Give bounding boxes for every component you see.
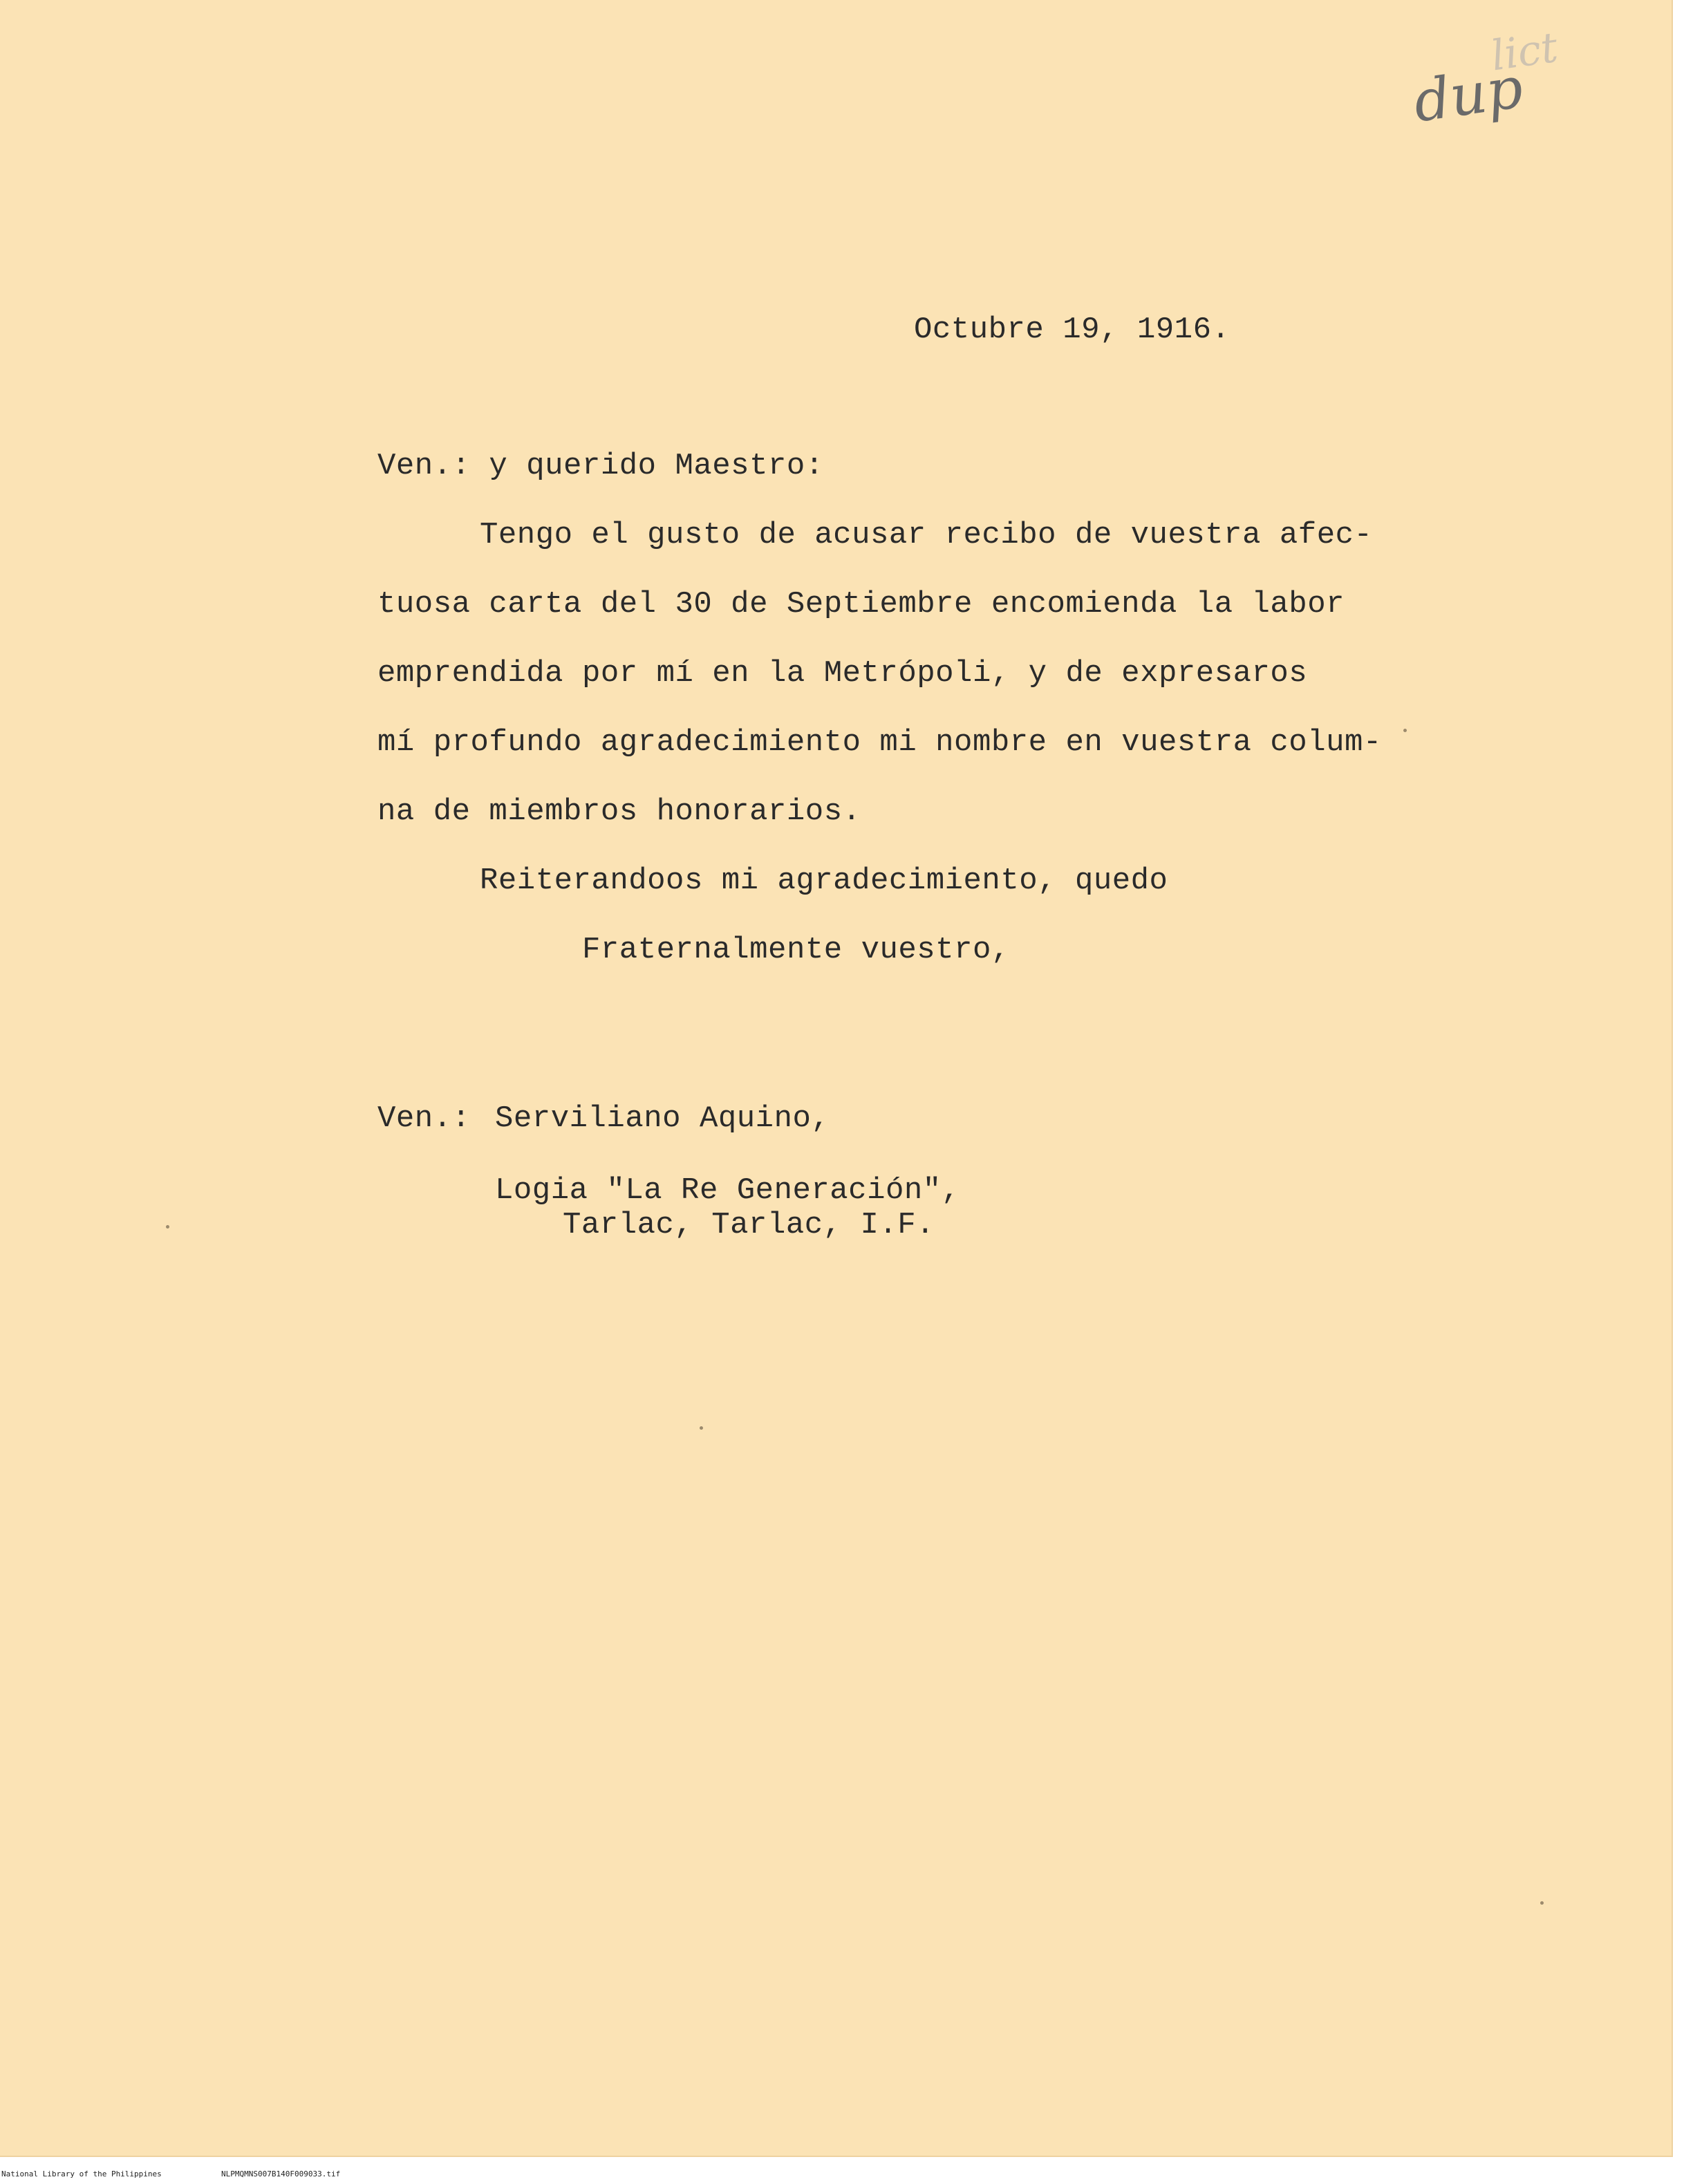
footer-institution: National Library of the Philippines (1, 2169, 162, 2178)
signoff: Fraternalmente vuestro, (582, 933, 1010, 967)
body-line: mí profundo agradecimiento mi nombre en vuestra colum- (377, 725, 1382, 760)
recipient-name: Serviliano Aquino, (495, 1101, 830, 1136)
recipient-location: Tarlac, Tarlac, I.F. (563, 1208, 935, 1242)
recipient-title: Ven.: (377, 1101, 471, 1136)
body-line: emprendida por mí en la Metrópoli, y de expresaros (377, 656, 1308, 691)
body-line: na de miembros honorarios. (377, 794, 861, 829)
closing-line: Reiterandoos mi agradecimiento, quedo (480, 864, 1168, 898)
letter-salutation: Ven.: y querido Maestro: (377, 449, 824, 483)
paper-speck (1540, 1901, 1544, 1905)
recipient-lodge: Logia "La Re Generación", (495, 1173, 960, 1208)
body-line: tuosa carta del 30 de Septiembre encomienda la labor (377, 587, 1345, 622)
paper-speck (700, 1426, 703, 1430)
faint-pencil-note: lict (1488, 23, 1561, 81)
letter-date: Octubre 19, 1916. (914, 312, 1231, 347)
paper-speck (166, 1225, 169, 1229)
handwritten-annotation (1410, 23, 1561, 136)
footer-file-id: NLPMQMNS007B140F009033.tif (221, 2169, 341, 2178)
body-line: Tengo el gusto de acusar recibo de vuestra afec- (480, 518, 1373, 552)
handwritten-mark: dup (1410, 55, 1527, 136)
paper-speck (1403, 729, 1407, 732)
